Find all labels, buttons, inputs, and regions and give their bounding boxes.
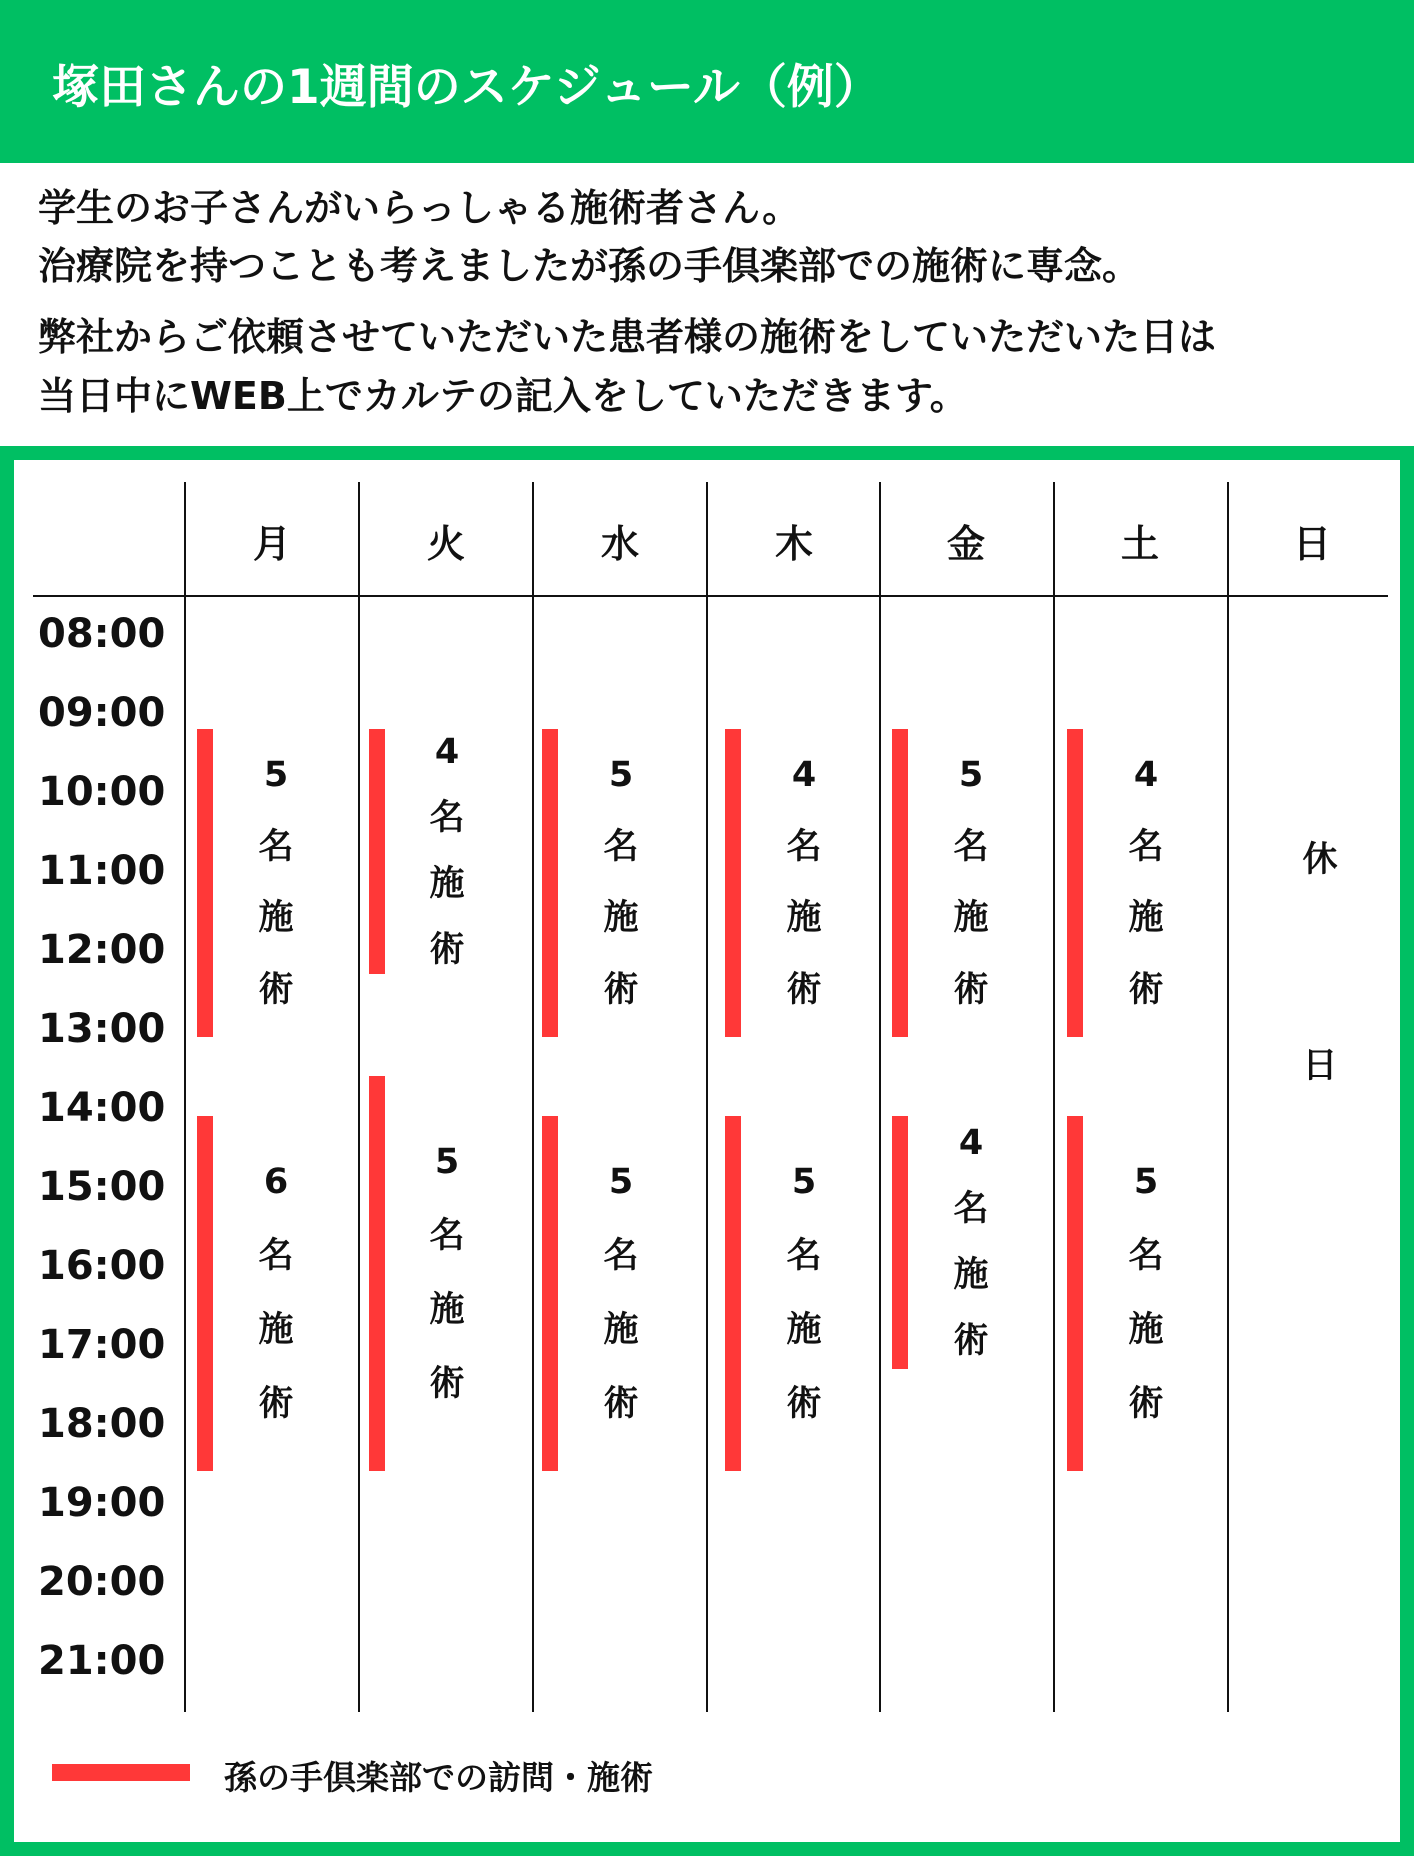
grid-divider [532, 482, 534, 1712]
time-label: 19:00 [38, 1480, 166, 1526]
session-label-char: 施 [953, 898, 989, 939]
session-count: 5 [791, 1162, 817, 1203]
day-header-mon: 月 [252, 522, 291, 566]
day-header-tue: 火 [426, 522, 465, 566]
time-label: 12:00 [38, 927, 166, 973]
time-label: 13:00 [38, 1006, 166, 1052]
session-bar [892, 1116, 908, 1369]
time-label: 17:00 [38, 1322, 166, 1368]
session-unit: 名 [258, 1236, 294, 1277]
legend-label: 孫の手倶楽部での訪問・施術 [224, 1758, 653, 1797]
session-count: 5 [263, 754, 289, 795]
session-count: 6 [263, 1162, 289, 1203]
session-unit: 名 [1128, 1236, 1164, 1277]
session-bar [1067, 1116, 1083, 1472]
page-title: 塚田さんの1週間のスケジュール（例） [52, 60, 881, 115]
time-label: 18:00 [38, 1401, 166, 1447]
grid-divider [706, 482, 708, 1712]
holiday-char-2: 日 [1302, 1046, 1338, 1086]
session-label-char: 術 [258, 1384, 294, 1425]
session-count: 5 [1133, 1162, 1159, 1203]
header-banner [0, 0, 1414, 163]
session-unit: 名 [953, 1188, 989, 1229]
session-unit: 名 [429, 797, 465, 838]
session-bar [542, 1116, 558, 1472]
intro-line-3: 弊社からご依頼させていただいた患者様の施術をしていただいた日は [38, 315, 1217, 359]
day-header-sat: 土 [1120, 522, 1159, 566]
session-unit: 名 [786, 826, 822, 867]
session-unit: 名 [1128, 826, 1164, 867]
session-label-char: 術 [1128, 969, 1164, 1010]
session-label-char: 施 [786, 1310, 822, 1351]
session-label-char: 施 [429, 863, 465, 904]
grid-divider [1053, 482, 1055, 1712]
session-bar [197, 729, 213, 1037]
session-bar [892, 729, 908, 1037]
session-label-char: 術 [603, 969, 639, 1010]
intro-line-1: 学生のお子さんがいらっしゃる施術者さん。 [38, 186, 801, 230]
holiday-char-1: 休 [1302, 840, 1338, 880]
legend-swatch [52, 1764, 190, 1781]
time-label: 21:00 [38, 1638, 166, 1684]
session-count: 4 [434, 731, 460, 772]
session-bar [369, 1076, 385, 1471]
session-bar [725, 1116, 741, 1472]
session-label-char: 施 [1128, 898, 1164, 939]
session-label-char: 術 [429, 1364, 465, 1405]
grid-divider [358, 482, 360, 1712]
time-label: 16:00 [38, 1243, 166, 1289]
time-label: 20:00 [38, 1559, 166, 1605]
day-header-wed: 水 [600, 522, 639, 566]
time-label: 15:00 [38, 1164, 166, 1210]
time-label: 14:00 [38, 1085, 166, 1131]
session-count: 5 [608, 1162, 634, 1203]
time-label: 08:00 [38, 611, 166, 657]
header-divider [33, 595, 1388, 597]
day-header-fri: 金 [946, 522, 985, 566]
session-label-char: 術 [429, 929, 465, 970]
time-label: 11:00 [38, 848, 166, 894]
session-unit: 名 [603, 1236, 639, 1277]
session-label-char: 術 [1128, 1384, 1164, 1425]
session-label-char: 施 [953, 1254, 989, 1295]
session-unit: 名 [953, 826, 989, 867]
session-label-char: 施 [603, 1310, 639, 1351]
day-header-thu: 木 [774, 522, 813, 566]
session-label-char: 施 [429, 1290, 465, 1331]
day-header-sun: 日 [1292, 522, 1331, 566]
session-label-char: 施 [258, 898, 294, 939]
session-bar [542, 729, 558, 1037]
session-count: 4 [958, 1122, 984, 1163]
session-label-char: 術 [786, 1384, 822, 1425]
session-label-char: 術 [953, 1320, 989, 1361]
session-label-char: 施 [786, 898, 822, 939]
session-count: 4 [791, 754, 817, 795]
session-label-char: 施 [603, 898, 639, 939]
session-bar [369, 729, 385, 974]
session-label-char: 術 [786, 969, 822, 1010]
grid-divider [184, 482, 186, 1712]
session-count: 5 [434, 1142, 460, 1183]
session-unit: 名 [258, 826, 294, 867]
session-count: 4 [1133, 754, 1159, 795]
intro-line-2: 治療院を持つことも考えましたが孫の手倶楽部での施術に専念。 [38, 244, 1141, 288]
session-unit: 名 [786, 1236, 822, 1277]
session-bar [1067, 729, 1083, 1037]
session-unit: 名 [603, 826, 639, 867]
grid-divider [879, 482, 881, 1712]
time-label: 09:00 [38, 690, 166, 736]
session-count: 5 [608, 754, 634, 795]
time-label: 10:00 [38, 769, 166, 815]
session-label-char: 術 [953, 969, 989, 1010]
grid-divider [1227, 482, 1229, 1712]
session-label-char: 施 [1128, 1310, 1164, 1351]
session-label-char: 術 [603, 1384, 639, 1425]
session-bar [197, 1116, 213, 1472]
intro-line-4: 当日中にWEB上でカルテの記入をしていただきます。 [38, 374, 968, 418]
session-label-char: 施 [258, 1310, 294, 1351]
session-label-char: 術 [258, 969, 294, 1010]
session-bar [725, 729, 741, 1037]
session-unit: 名 [429, 1216, 465, 1257]
session-count: 5 [958, 754, 984, 795]
